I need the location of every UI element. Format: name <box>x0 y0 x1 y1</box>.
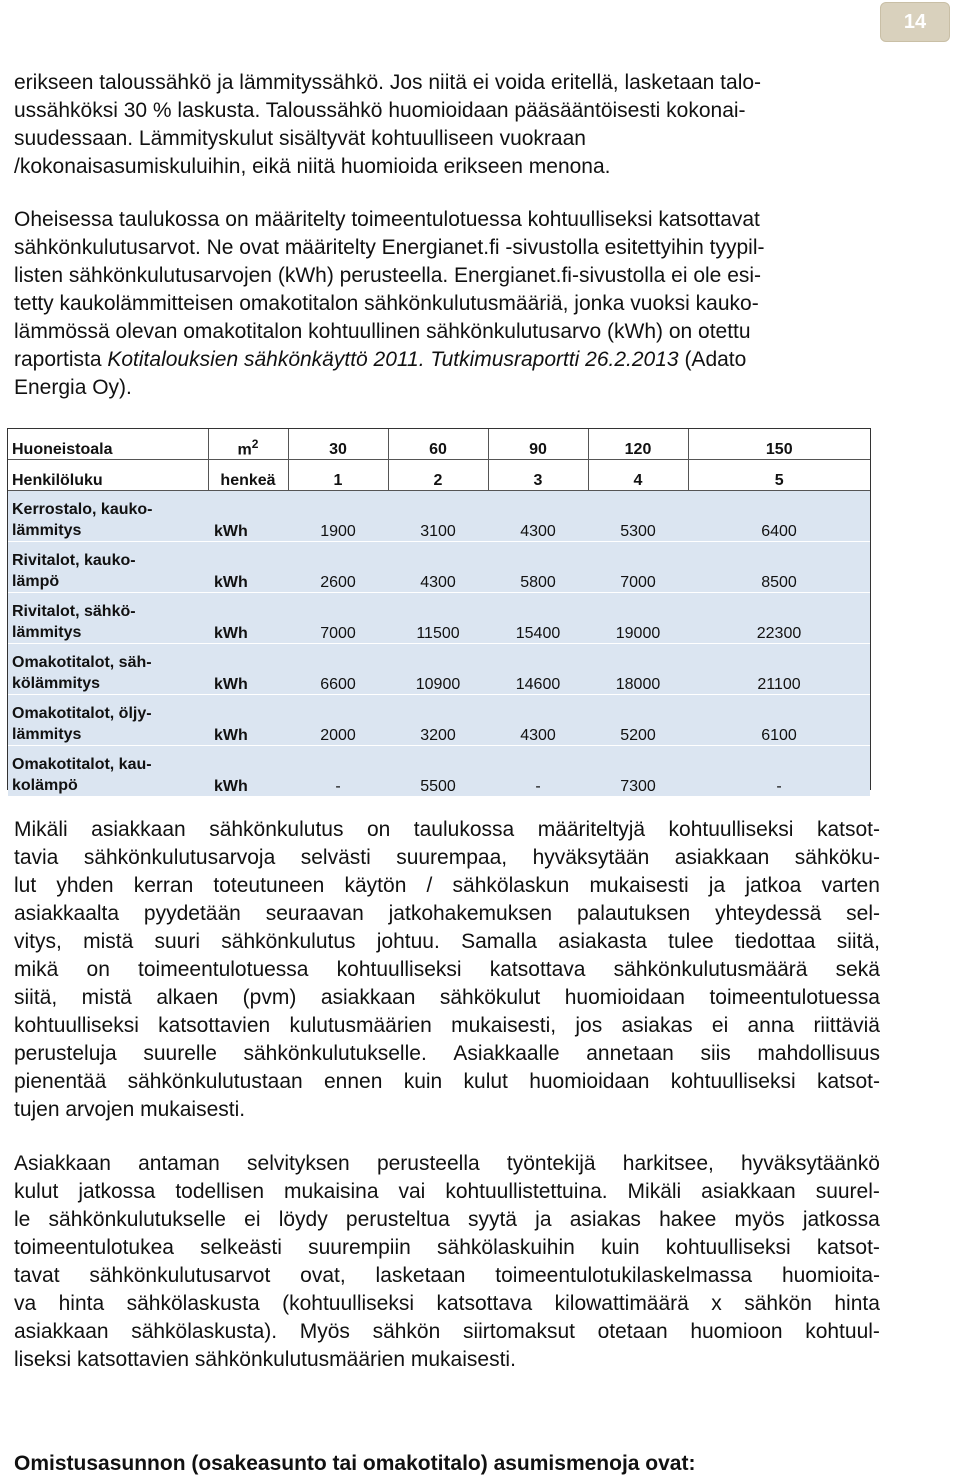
row-unit: kWh <box>208 746 288 797</box>
row-label-line: lämmitys <box>12 522 82 539</box>
table-cell: 2000 <box>288 695 388 746</box>
row-unit: kWh <box>208 695 288 746</box>
table-cell: 2 <box>388 460 488 491</box>
para3-line: Mikäli asiakkaan sähkönkulutus on taulukossa määriteltyjä kohtuulliseksi katsot- <box>14 818 880 841</box>
table-row <box>8 542 870 593</box>
row-label-line: Rivitalot, kauko- <box>12 552 136 569</box>
table-cell: 22300 <box>688 593 870 644</box>
para2-line: listen sähkönkulutusarvojen (kWh) perusteella. Energianet.fi-sivustolla ei ole esi- <box>14 264 762 287</box>
table-cell: 19000 <box>588 593 688 644</box>
row-label-line: lämpö <box>12 573 60 590</box>
electricity-consumption-table <box>7 428 871 795</box>
para4-line: kulut jatkossa todellisen mukaisina vai kohtuullistettuina. Mikäli asiakkaan suurel- <box>14 1180 880 1203</box>
para2-line: Oheisessa taulukossa on määritelty toimeentulotuessa kohtuulliseksi katsottavat <box>14 208 760 231</box>
row-label-line: lämmitys <box>12 624 82 641</box>
table-row <box>8 644 870 695</box>
table-cell: 1900 <box>288 491 388 542</box>
table-cell: 60 <box>388 429 488 460</box>
table-cell: 90 <box>488 429 588 460</box>
table-cell: 7000 <box>588 542 688 593</box>
table-cell: 7000 <box>288 593 388 644</box>
table-cell: 7300 <box>588 746 688 797</box>
row-label-line: Omakotitalot, säh- <box>12 654 152 671</box>
row-label <box>8 695 208 746</box>
para2-line: tetty kaukolämmitteisen omakotitalon sähkönkulutusmääriä, jonka vuoksi kauko- <box>14 292 759 315</box>
table-row <box>8 695 870 746</box>
table-cell: 11500 <box>388 593 488 644</box>
table-cell: 4300 <box>488 695 588 746</box>
header-label-persons: Henkilöluku <box>8 460 208 491</box>
para1-line: /kokonaisasumiskuluihin, eikä niitä huomioida erikseen menona. <box>14 155 611 178</box>
para2-source-pre: raportista <box>14 348 108 371</box>
table-cell: 4 <box>588 460 688 491</box>
table-cell: 5 <box>688 460 870 491</box>
report-title: Kotitalouksien sähkönkäyttö 2011. Tutkimusraportti 26.2.2013 <box>107 348 679 371</box>
table-cell: 6400 <box>688 491 870 542</box>
para3-line: kohtuulliseksi katsottavien kulutusmäärien mukaisesti, jos asiakas ei anna riittäviä <box>14 1014 880 1037</box>
unit-sup: 2 <box>251 436 259 451</box>
para3-line: tavia sähkönkulutusarvoja selvästi suurempaa, hyväksytään asiakkaan sähköku- <box>14 846 880 869</box>
para3-line: mikä on toimeentulotuessa kohtuulliseksi katsottava sähkönkulutusmäärä sekä <box>14 958 880 981</box>
table-cell: 4300 <box>488 491 588 542</box>
table-cell: 8500 <box>688 542 870 593</box>
unit-m: m <box>237 441 252 458</box>
row-label-line: Rivitalot, sähkö- <box>12 603 136 620</box>
row-unit: kWh <box>208 542 288 593</box>
header-unit-area <box>208 429 288 460</box>
table-cell: 30 <box>288 429 388 460</box>
para2-source-line <box>14 347 746 373</box>
para2-line: sähkönkulutusarvot. Ne ovat määritelty Energianet.fi -sivustolla esitettyihin tyypil- <box>14 236 765 259</box>
table-cell: 10900 <box>388 644 488 695</box>
table-row <box>8 746 870 797</box>
table-row <box>8 593 870 644</box>
para3-line: lut yhden kerran toteutuneen käytön / sähkölaskun mukaisesti ja jatkoa varten <box>14 874 880 897</box>
para3-line: asiakkaalta pyydetään seuraavan jatkohakemuksen palautuksen yhteydessä sel- <box>14 902 880 925</box>
row-label <box>8 746 208 797</box>
header-unit-persons: henkeä <box>208 460 288 491</box>
para4-line: liseksi katsottavien sähkönkulutusmäärien mukaisesti. <box>14 1348 516 1371</box>
para3-line: perusteluja suurelle sähkönkulutukselle. Asiakkaalle annetaan siis mahdollisuus <box>14 1042 880 1065</box>
para3-line: vitys, mistä suuri sähkönkulutus johtuu. Samalla asiakasta tulee tiedottaa siitä, <box>14 930 880 953</box>
page-number-badge: 14 <box>880 2 950 42</box>
para4-line: va hinta sähkölaskusta (kohtuulliseksi katsottava kilowattimäärä x sähkön hinta <box>14 1292 880 1315</box>
table-cell: - <box>688 746 870 797</box>
row-unit: kWh <box>208 644 288 695</box>
table-cell: 18000 <box>588 644 688 695</box>
table-cell: 5500 <box>388 746 488 797</box>
table-cell: 120 <box>588 429 688 460</box>
table-cell: 4300 <box>388 542 488 593</box>
para4-line: le sähkönkulutukselle ei löydy perusteltua syytä ja asiakas hakee myös jatkossa <box>14 1208 880 1231</box>
table-cell: 15400 <box>488 593 588 644</box>
table-cell: 1 <box>288 460 388 491</box>
para4-line: Asiakkaan antaman selvityksen perusteella työntekijä harkitsee, hyväksytäänkö <box>14 1152 880 1175</box>
table-cell: 3100 <box>388 491 488 542</box>
section-heading: Omistusasunnon (osakeasunto tai omakotitalo) asumismenoja ovat: <box>14 1452 696 1475</box>
row-label-line: Omakotitalot, kau- <box>12 756 152 773</box>
table-cell: - <box>488 746 588 797</box>
table-cell: 5300 <box>588 491 688 542</box>
row-label-line: kölämmitys <box>12 675 101 692</box>
table-header-persons <box>8 460 870 491</box>
table-cell: 21100 <box>688 644 870 695</box>
para4-line: tavat sähkönkulutusarvot ovat, lasketaan toimeentulotukilaskelmassa huomioita- <box>14 1264 880 1287</box>
table-cell: - <box>288 746 388 797</box>
row-label <box>8 491 208 542</box>
row-label <box>8 644 208 695</box>
para2-source-post: (Adato <box>678 348 747 371</box>
row-label-line: lämmitys <box>12 726 82 743</box>
row-label-line: Omakotitalot, öljy- <box>12 705 152 722</box>
table-cell: 5200 <box>588 695 688 746</box>
row-label <box>8 593 208 644</box>
para2-line: lämmössä olevan omakotitalon kohtuullinen sähkönkulutusarvo (kWh) on otettu <box>14 320 751 343</box>
para4-line: asiakkaan sähkölaskusta). Myös sähkön siirtomaksut otetaan huomioon kohtuul- <box>14 1320 880 1343</box>
header-label-area: Huoneistoala <box>8 429 208 460</box>
row-label <box>8 542 208 593</box>
table-cell: 2600 <box>288 542 388 593</box>
table-cell: 3200 <box>388 695 488 746</box>
table-header-area <box>8 429 870 460</box>
para3-line: pienentää sähkönkulutustaan ennen kuin kulut huomioidaan kohtuulliseksi katsot- <box>14 1070 880 1093</box>
para4-line: toimeentulotukea selkeästi suurempiin sähkölaskuihin kuin kohtuulliseksi katsot- <box>14 1236 880 1259</box>
row-unit: kWh <box>208 491 288 542</box>
table-cell: 5800 <box>488 542 588 593</box>
para1-line: ussähköksi 30 % laskusta. Taloussähkö huomioidaan pääsääntöisesti kokonai- <box>14 99 746 122</box>
para3-line: tujen arvojen mukaisesti. <box>14 1098 246 1121</box>
table-cell: 3 <box>488 460 588 491</box>
table-row <box>8 491 870 542</box>
row-label-line: kolämpö <box>12 777 78 794</box>
para2-line: Energia Oy). <box>14 376 132 399</box>
para1-line: suudessaan. Lämmityskulut sisältyvät kohtuulliseen vuokraan <box>14 127 586 150</box>
table-cell: 6600 <box>288 644 388 695</box>
para3-line: siitä, mistä alkaen (pvm) asiakkaan sähkökulut huomioidaan toimeentulotuessa <box>14 986 880 1009</box>
row-label-line: Kerrostalo, kauko- <box>12 501 153 518</box>
row-unit: kWh <box>208 593 288 644</box>
table-cell: 6100 <box>688 695 870 746</box>
para1-line: erikseen taloussähkö ja lämmityssähkö. Jos niitä ei voida eritellä, lasketaan talo- <box>14 71 762 94</box>
table-cell: 150 <box>688 429 870 460</box>
table-cell: 14600 <box>488 644 588 695</box>
